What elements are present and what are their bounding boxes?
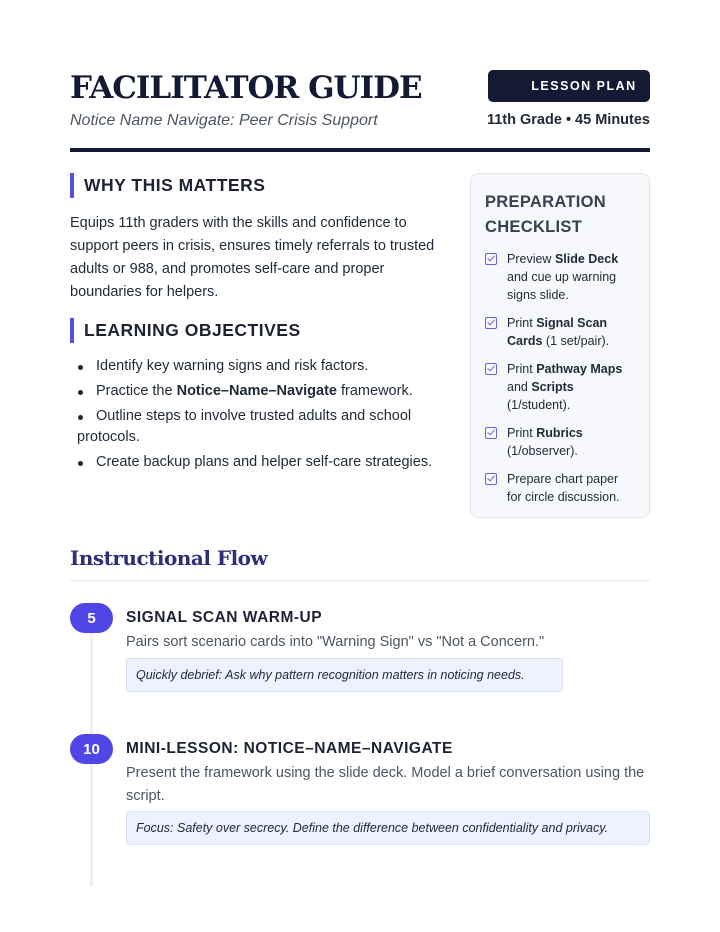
step-minutes-badge: 5	[70, 603, 113, 633]
objectives-heading: LEARNING OBJECTIVES	[70, 318, 301, 343]
objectives-list	[70, 356, 460, 477]
checklist-item: Print Rubrics (1/observer).	[485, 424, 635, 460]
checkbox-icon	[485, 427, 497, 439]
step-title: SIGNAL SCAN WARM-UP	[126, 609, 323, 626]
checkbox-icon	[485, 473, 497, 485]
flow-divider	[70, 580, 650, 581]
step-note: Focus: Safety over secrecy. Define the difference between confidentiality and privacy.	[126, 811, 650, 845]
checklist-item: Prepare chart paper for circle discussion.	[485, 470, 635, 506]
step-note: Quickly debrief: Ask why pattern recognition matters in noticing needs.	[126, 658, 563, 692]
facilitator-guide-page	[70, 0, 650, 932]
checklist-item: Print Signal Scan Cards (1 set/pair).	[485, 314, 635, 350]
checkbox-icon	[485, 253, 497, 265]
checklist-item: Preview Slide Deck and cue up warning signs slide.	[485, 250, 635, 304]
list-item: Practice the Notice–Name–Navigate framework.	[70, 381, 460, 402]
header-divider	[70, 148, 650, 152]
flow-step	[70, 603, 650, 698]
checklist-item: Print Pathway Maps and Scripts (1/student).	[485, 360, 635, 414]
list-item: Create backup plans and helper self-care strategies.	[70, 452, 460, 473]
grade-duration-meta: 11th Grade • 45 Minutes	[486, 112, 650, 128]
list-item: Outline steps to involve trusted adults and school protocols.	[70, 406, 460, 448]
step-description: Present the framework using the slide deck. Model a brief conversation using the script.	[126, 765, 645, 804]
step-description: Pairs sort scenario cards into "Warning Sign" vs "Not a Concern."	[126, 634, 545, 650]
step-title: MINI-LESSON: NOTICE–NAME–NAVIGATE	[126, 740, 453, 757]
checkbox-icon	[485, 363, 497, 375]
list-item: Identify key warning signs and risk factors.	[70, 356, 460, 377]
why-heading: WHY THIS MATTERS	[70, 173, 265, 198]
checklist-title: PREPARATION CHECKLIST	[485, 193, 606, 236]
page-subtitle: Notice Name Navigate: Peer Crisis Support	[70, 112, 378, 129]
flow-step	[70, 734, 650, 864]
lesson-plan-badge: LESSON PLAN	[488, 70, 650, 102]
page-title: FACILITATOR GUIDE	[70, 70, 422, 106]
preparation-checklist-card	[470, 173, 650, 518]
instructional-flow-title: Instructional Flow	[70, 546, 268, 570]
why-text: Equips 11th graders with the skills and confidence to support peers in crisis, ensures timely referrals to trusted adults or 988, and promotes self-care and proper boundaries for helpers.	[70, 215, 435, 300]
step-minutes-badge: 10	[70, 734, 113, 764]
checkbox-icon	[485, 317, 497, 329]
